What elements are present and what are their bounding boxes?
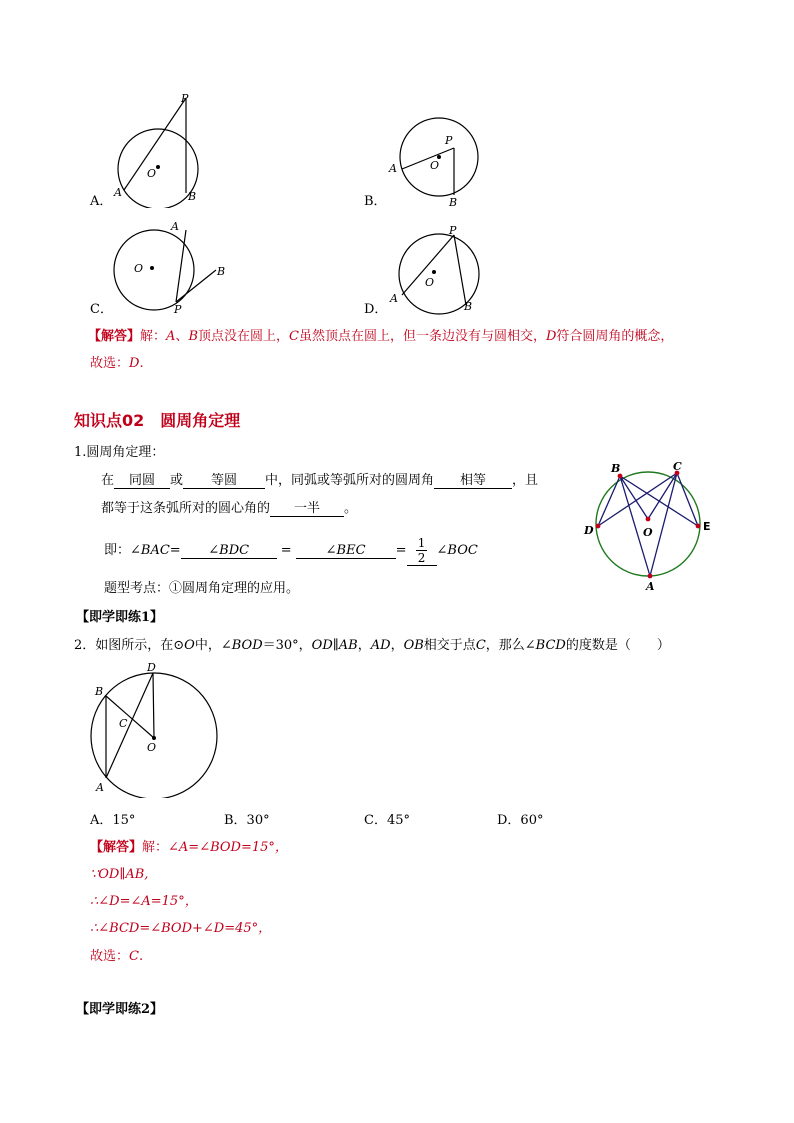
blank-angle-bec: ∠BEC <box>296 543 396 559</box>
point-d <box>596 524 601 529</box>
theorem-line1 <box>101 472 538 490</box>
text: 相交于点 <box>423 638 476 653</box>
answer-text: 虽然顶点在圆上，但一条边没有与圆相交， <box>298 329 546 344</box>
blank-equal-circle: 等圆 <box>183 473 265 489</box>
chord-pb <box>454 235 466 305</box>
q2-option-b[interactable]: B．30° <box>224 813 270 828</box>
q2-option-d[interactable]: D．60° <box>497 813 544 828</box>
text: ， <box>357 638 371 653</box>
text: ，那么∠ <box>485 638 536 653</box>
text: AD <box>370 638 391 653</box>
label-c: C <box>673 460 682 473</box>
label-b: B <box>95 685 104 698</box>
text: AB <box>338 638 358 653</box>
figure-theorem <box>578 456 718 596</box>
answer-text: ∠A=∠BOD=15°， <box>168 840 288 855</box>
label-p: P <box>181 92 189 105</box>
theorem-title: 圆周角定理： <box>86 445 165 460</box>
text: = <box>169 543 181 558</box>
question2-text <box>74 637 670 655</box>
label-o: O <box>425 276 435 289</box>
figure-option-c <box>104 218 234 318</box>
theorem-heading <box>74 444 164 462</box>
theorem-line2 <box>101 500 357 518</box>
label-d: D <box>584 524 594 537</box>
answer-choice: D <box>129 356 140 371</box>
label-b: B <box>449 196 458 209</box>
text: ＝30°， <box>262 638 312 653</box>
chord-ec <box>677 473 698 526</box>
label-b: B <box>611 462 621 475</box>
text: O <box>184 638 195 653</box>
answer-text: 符合圆周角的概念， <box>556 329 674 344</box>
option-b-label: B． <box>364 194 387 209</box>
circle-c <box>114 230 194 310</box>
label-e: E <box>703 520 711 533</box>
section-title: 知识点02 圆周角定理 <box>74 411 241 430</box>
line-pb <box>176 270 216 302</box>
label-a: A <box>114 186 122 199</box>
radius-od <box>153 673 154 738</box>
answer-tag: 【解答】 <box>88 329 141 344</box>
label-o: O <box>134 262 144 275</box>
option-d-label: D． <box>364 302 388 317</box>
text: 中，同弧或等弧所对的圆周角 <box>265 473 435 488</box>
answer-text: 故选： <box>90 356 130 371</box>
answer-text: A <box>166 329 176 344</box>
blank-same-circle: 同圆 <box>114 473 170 489</box>
label-o: O <box>147 167 157 180</box>
label-b: B <box>464 300 473 313</box>
text: 的度数是（ ） <box>565 638 670 653</box>
label-b: B <box>188 190 197 203</box>
text: BOD <box>231 638 263 653</box>
answer-text: D <box>545 329 557 344</box>
answer2-line3: ∴∠D=∠A=15°， <box>90 894 198 909</box>
answer-tag: 【解答】 <box>90 840 143 855</box>
text: 在 <box>101 473 115 488</box>
blank-angle-bdc: ∠BDC <box>181 543 277 559</box>
text: 。 <box>344 501 358 516</box>
fraction-numerator: 1 <box>417 536 426 550</box>
text: ， <box>390 638 404 653</box>
figure-option-b <box>380 110 490 210</box>
text: 2．如图所示，在⊙ <box>74 638 185 653</box>
practice-label-2: 【即学即练2】 <box>76 1002 164 1017</box>
answer-text: 解： <box>142 840 169 855</box>
answer1-line2 <box>90 355 144 373</box>
label-d: D <box>147 661 156 674</box>
label-a: A <box>389 162 397 175</box>
blank-half: 一半 <box>270 501 344 517</box>
text: ∥ <box>332 638 339 653</box>
q2-option-c[interactable]: C．45° <box>364 813 410 828</box>
answer2-line2: ∵OD∥AB, <box>90 867 149 882</box>
center-dot-a <box>156 165 160 169</box>
option-c-label: C． <box>90 302 113 317</box>
text: ，且 <box>512 473 539 488</box>
theorem-equation <box>104 533 478 569</box>
q2-option-a[interactable]: A．15° <box>90 813 136 828</box>
fraction-denominator: 2 <box>417 551 426 565</box>
exam-point: 题型考点：①圆周角定理的应用。 <box>104 581 300 596</box>
answer2-line4: ∴∠BCD=∠BOD+∠D=45°， <box>90 921 272 936</box>
fraction-half <box>416 536 428 565</box>
figure-option-d <box>384 222 504 322</box>
point-a <box>648 574 653 579</box>
answer-text: 故选： <box>90 949 130 964</box>
angle-boc: ∠BOC <box>436 543 478 558</box>
answer-text: 顶点没在圆上， <box>198 329 290 344</box>
blank-equal: 相等 <box>434 473 512 489</box>
center-dot-q2 <box>152 736 156 740</box>
text: 或 <box>170 473 184 488</box>
label-o: O <box>643 526 653 539</box>
label-o: O <box>147 741 157 754</box>
label-a: A <box>646 580 655 593</box>
answer1-line1 <box>88 328 673 346</box>
text: 都等于这条弧所对的圆心角的 <box>101 501 271 516</box>
text: = <box>395 543 407 558</box>
practice-label-1: 【即学即练1】 <box>76 610 164 625</box>
angle-bac: ∠BAC <box>130 543 170 558</box>
point-e <box>696 524 701 529</box>
text: OB <box>403 638 424 653</box>
center-dot-d <box>432 270 436 274</box>
label-a: A <box>96 781 104 794</box>
theorem-circle <box>596 472 700 576</box>
option-a-label: A． <box>90 194 113 209</box>
answer2-line5 <box>90 948 143 966</box>
label-o: O <box>430 159 440 172</box>
line-ap <box>402 148 454 169</box>
label-c: C <box>119 717 128 730</box>
label-a: A <box>390 292 398 305</box>
line-bo <box>106 696 154 738</box>
item-number: 1. <box>74 445 87 460</box>
answer-choice: C <box>129 949 139 964</box>
label-p: P <box>174 303 182 316</box>
answer-text: 、 <box>175 329 189 344</box>
answer-text: C <box>289 329 299 344</box>
option-figures <box>0 0 794 330</box>
figure-option-a <box>100 88 220 208</box>
answer2-line1 <box>90 839 288 857</box>
answer-text: B <box>188 329 198 344</box>
text: = <box>280 543 292 558</box>
label-p: P <box>449 224 457 237</box>
radius-ob <box>620 476 648 519</box>
text: BCD <box>535 638 566 653</box>
label-p: P <box>445 134 453 147</box>
text: C <box>475 638 486 653</box>
figure-question2 <box>86 658 226 798</box>
text: 即： <box>104 543 131 558</box>
answer-text: . <box>138 949 144 964</box>
point-o <box>646 517 651 522</box>
text: OD <box>311 638 333 653</box>
text: 中，∠ <box>194 638 232 653</box>
answer-text: . <box>139 356 144 371</box>
center-dot-c <box>150 266 154 270</box>
answer-text: 解： <box>140 329 167 344</box>
label-b: B <box>217 265 226 278</box>
label-a: A <box>171 220 179 233</box>
